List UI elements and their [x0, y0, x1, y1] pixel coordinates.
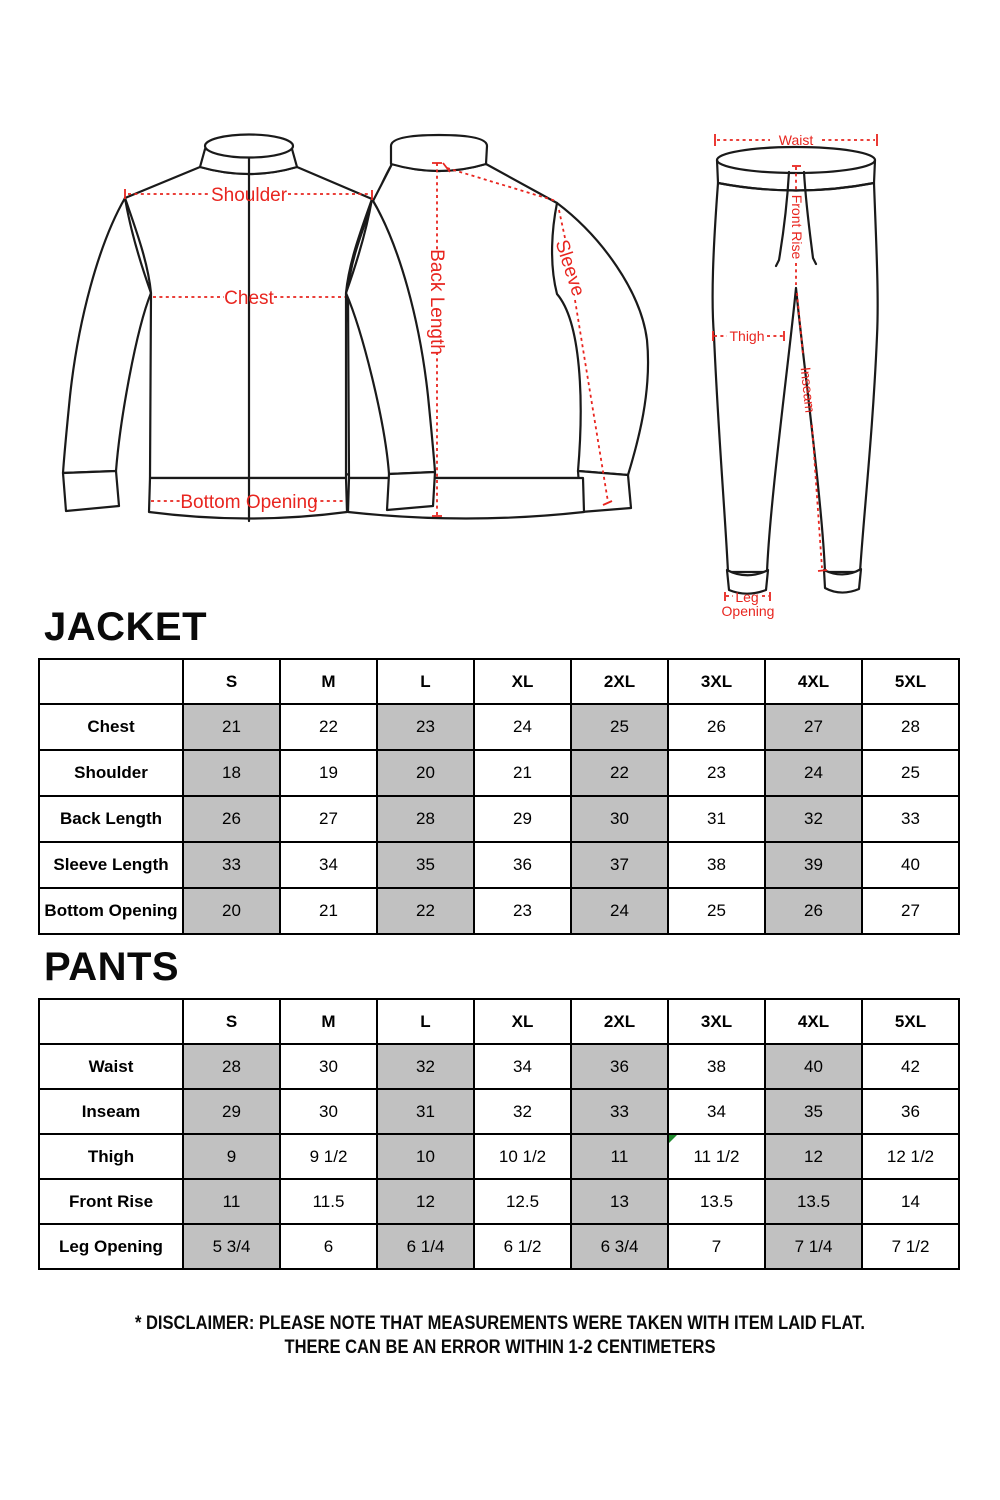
cell-with-marker: [668, 1134, 765, 1179]
table-row-back-length: [39, 796, 959, 842]
row-label: Chest: [39, 704, 183, 750]
cell: 24: [474, 704, 571, 750]
cell: 23: [474, 888, 571, 934]
shoulder-label: Shoulder: [210, 185, 288, 206]
cell: 13: [571, 1179, 668, 1224]
cell: 24: [765, 750, 862, 796]
cell: 27: [765, 704, 862, 750]
cell: 34: [668, 1089, 765, 1134]
cell: 31: [377, 1089, 474, 1134]
size-header-2xl: 2XL: [571, 659, 668, 704]
cell: 35: [377, 842, 474, 888]
corner-cell: [39, 999, 183, 1044]
cell: 6 1/2: [474, 1224, 571, 1269]
cell: 21: [280, 888, 377, 934]
cell: 5 3/4: [183, 1224, 280, 1269]
cell: 37: [571, 842, 668, 888]
row-label: Bottom Opening: [39, 888, 183, 934]
jacket-size-table: [38, 658, 960, 935]
cell: 10: [377, 1134, 474, 1179]
jacket-front-right-cuff: [387, 472, 435, 510]
row-label: Leg Opening: [39, 1224, 183, 1269]
cell: 38: [668, 1044, 765, 1089]
cell: 11.5: [280, 1179, 377, 1224]
row-label: Shoulder: [39, 750, 183, 796]
cell: 24: [571, 888, 668, 934]
cell: 11: [183, 1179, 280, 1224]
cell: 28: [862, 704, 959, 750]
cell: 9: [183, 1134, 280, 1179]
jacket-back-hem-band: [348, 478, 584, 519]
row-label: Front Rise: [39, 1179, 183, 1224]
cell: 32: [765, 796, 862, 842]
disclaimer-line-2: THERE CAN BE AN ERROR WITHIN 1-2 CENTIMETERS: [284, 1337, 716, 1358]
table-row-bottom-opening: [39, 888, 959, 934]
cell: 14: [862, 1179, 959, 1224]
cell: 26: [183, 796, 280, 842]
pants-section-title: PANTS: [44, 945, 180, 989]
cell: 9 1/2: [280, 1134, 377, 1179]
cell: 27: [862, 888, 959, 934]
cell: 30: [571, 796, 668, 842]
cell: 30: [280, 1044, 377, 1089]
jacket-back-collar: [391, 135, 487, 171]
cell: 42: [862, 1044, 959, 1089]
cell: 36: [474, 842, 571, 888]
table-row-inseam: [39, 1089, 959, 1134]
cell: 7: [668, 1224, 765, 1269]
cell: 25: [862, 750, 959, 796]
size-header-2xl: 2XL: [571, 999, 668, 1044]
cell: 23: [377, 704, 474, 750]
cell: 33: [862, 796, 959, 842]
size-header-3xl: 3XL: [668, 999, 765, 1044]
corner-cell: [39, 659, 183, 704]
disclaimer: [0, 1312, 1000, 1360]
table-row-thigh: [39, 1134, 959, 1179]
cell: 25: [571, 704, 668, 750]
cell: 21: [183, 704, 280, 750]
size-header-m: M: [280, 999, 377, 1044]
cell: 31: [668, 796, 765, 842]
table-row-sleeve-length: [39, 842, 959, 888]
size-header-4xl: 4XL: [765, 659, 862, 704]
inseam-label: Inseam: [797, 366, 819, 414]
disclaimer-line-1: * DISCLAIMER: PLEASE NOTE THAT MEASUREMENTS WERE TAKEN WITH ITEM LAID FLAT.: [134, 1313, 866, 1334]
garment-measurement-diagram: [0, 0, 1000, 620]
cell: 28: [183, 1044, 280, 1089]
size-header-4xl: 4XL: [765, 999, 862, 1044]
cell: 6 3/4: [571, 1224, 668, 1269]
cell: 7 1/2: [862, 1224, 959, 1269]
size-header-s: S: [183, 659, 280, 704]
cell: 22: [377, 888, 474, 934]
cell: 36: [862, 1089, 959, 1134]
jacket-front-left-cuff: [63, 471, 119, 511]
cell: 10 1/2: [474, 1134, 571, 1179]
size-header-xl: XL: [474, 999, 571, 1044]
cell: 40: [862, 842, 959, 888]
cell: 29: [183, 1089, 280, 1134]
table-row-front-rise: [39, 1179, 959, 1224]
cell: 33: [571, 1089, 668, 1134]
cell-value: 11 1/2: [693, 1146, 740, 1166]
leg-opening-label-line1: Leg: [735, 589, 759, 605]
cell: 18: [183, 750, 280, 796]
cell: 11: [571, 1134, 668, 1179]
front-rise-label: Front Rise: [789, 194, 805, 260]
row-label: Waist: [39, 1044, 183, 1089]
size-header-3xl: 3XL: [668, 659, 765, 704]
cell: 35: [765, 1089, 862, 1134]
jacket-section-title: JACKET: [44, 605, 208, 649]
table-row-waist: [39, 1044, 959, 1089]
pants-size-table: [38, 998, 960, 1270]
cell: 34: [474, 1044, 571, 1089]
cell: 13.5: [668, 1179, 765, 1224]
jacket-table-header-row: [39, 659, 959, 704]
cell: 21: [474, 750, 571, 796]
cell: 12 1/2: [862, 1134, 959, 1179]
row-label: Inseam: [39, 1089, 183, 1134]
cell: 32: [377, 1044, 474, 1089]
pants-drawing: [713, 132, 878, 619]
row-label: Back Length: [39, 796, 183, 842]
size-header-5xl: 5XL: [862, 659, 959, 704]
cell: 6 1/4: [377, 1224, 474, 1269]
size-header-xl: XL: [474, 659, 571, 704]
green-corner-marker: [669, 1135, 677, 1143]
sleeve-label: Sleeve: [550, 237, 589, 300]
size-header-l: L: [377, 659, 474, 704]
waist-label: Waist: [778, 132, 814, 148]
back-length-label: Back Length: [426, 249, 447, 355]
size-header-s: S: [183, 999, 280, 1044]
table-row-shoulder: [39, 750, 959, 796]
size-header-l: L: [377, 999, 474, 1044]
jacket-front-collar-top: [205, 135, 293, 158]
cell: 13.5: [765, 1179, 862, 1224]
cell: 40: [765, 1044, 862, 1089]
cell: 33: [183, 842, 280, 888]
table-row-leg-opening: [39, 1224, 959, 1269]
bottom-opening-label: Bottom Opening: [180, 492, 318, 513]
chest-label: Chest: [224, 288, 274, 309]
size-header-m: M: [280, 659, 377, 704]
cell: 25: [668, 888, 765, 934]
cell: 20: [377, 750, 474, 796]
thigh-label: Thigh: [729, 328, 765, 344]
cell: 28: [377, 796, 474, 842]
cell: 20: [183, 888, 280, 934]
cell: 36: [571, 1044, 668, 1089]
cell: 34: [280, 842, 377, 888]
cell: 7 1/4: [765, 1224, 862, 1269]
cell: 12: [377, 1179, 474, 1224]
cell: 39: [765, 842, 862, 888]
cell: 29: [474, 796, 571, 842]
size-header-5xl: 5XL: [862, 999, 959, 1044]
table-row-chest: [39, 704, 959, 750]
cell: 19: [280, 750, 377, 796]
cell: 23: [668, 750, 765, 796]
cell: 22: [571, 750, 668, 796]
row-label: Thigh: [39, 1134, 183, 1179]
cell: 26: [668, 704, 765, 750]
cell: 30: [280, 1089, 377, 1134]
cell: 6: [280, 1224, 377, 1269]
cell: 32: [474, 1089, 571, 1134]
cell: 12: [765, 1134, 862, 1179]
cell: 27: [280, 796, 377, 842]
leg-opening-label-line2: Opening: [721, 603, 775, 619]
cell: 12.5: [474, 1179, 571, 1224]
cell: 22: [280, 704, 377, 750]
cell: 38: [668, 842, 765, 888]
row-label: Sleeve Length: [39, 842, 183, 888]
pants-table-header-row: [39, 999, 959, 1044]
cell: 26: [765, 888, 862, 934]
